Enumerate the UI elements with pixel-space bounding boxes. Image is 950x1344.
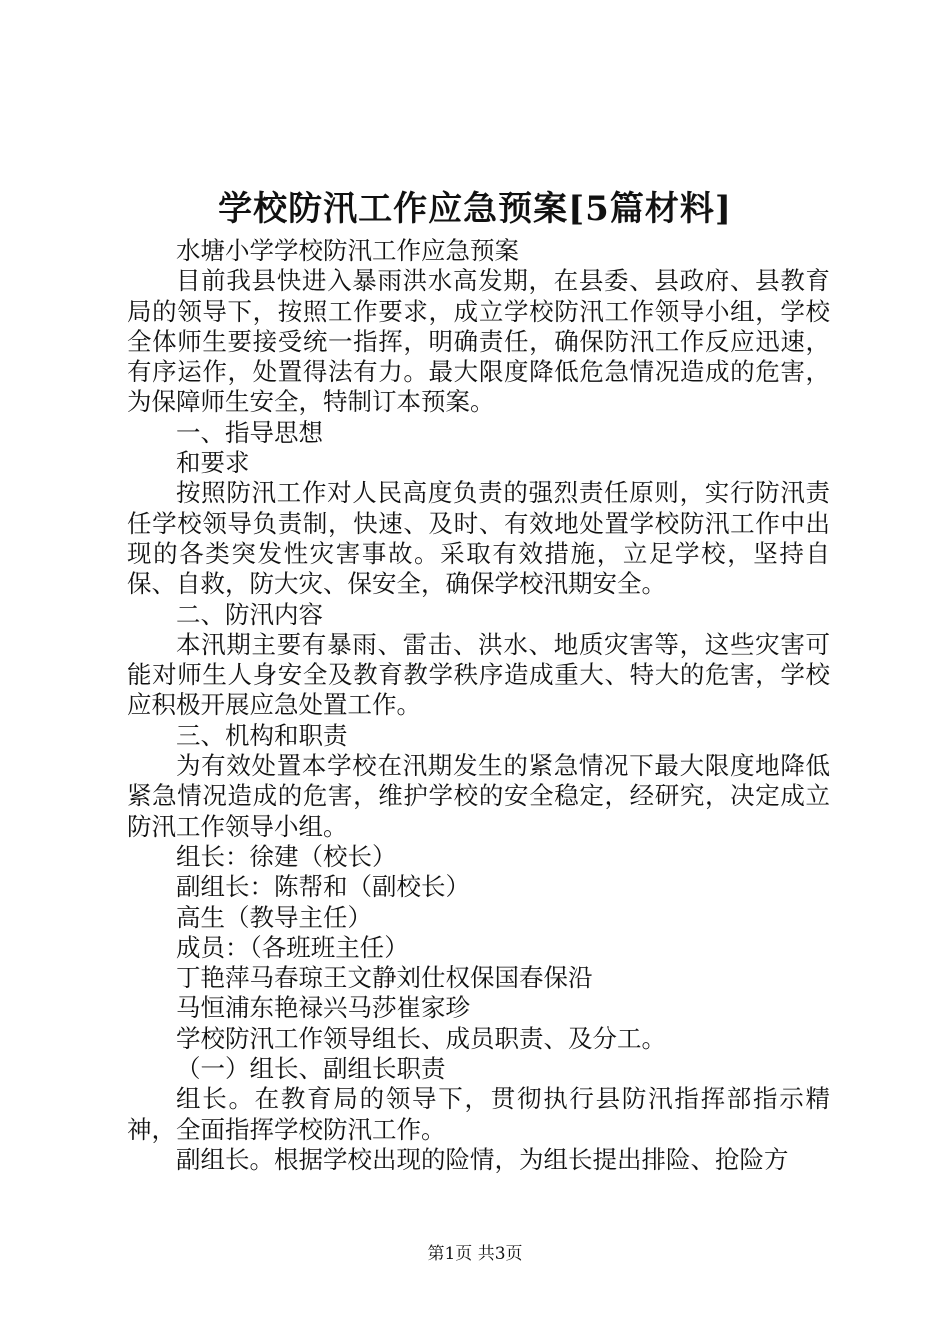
section-heading-requirements: 和要求 [176,448,250,478]
paragraph-hazards: 本汛期主要有暴雨、雷击、洪水、地质灾害等，这些灾害可能对师生人身安全及教育教学秩序造成重大、特大的危害，学校应积极开展应急处置工作。 [127,629,830,720]
document-body [127,236,830,1175]
paragraph-leader-duty: 组长。在教育局的领导下，贯彻执行县防汛指挥部指示精神，全面指挥学校防汛工作。 [127,1084,830,1144]
document-title: 学校防汛工作应急预案[5篇材料] [218,189,732,229]
paragraph-duties-intro: 学校防汛工作领导组长、成员职责、及分工。 [176,1023,666,1053]
list-item-deputy-leader-2: 高生（教导主任） [176,902,372,932]
list-item-member-names-1: 丁艳萍马春琼王文静刘仕权保国春保沿 [176,963,593,993]
page-footer: 第1页 共3页 [427,1244,523,1264]
section-heading-organization: 三、机构和职责 [176,720,348,750]
list-item-members: 成员：（各班班主任） [176,932,409,962]
list-item-member-names-2: 马恒浦东艳禄兴马莎崔家珍 [176,993,470,1023]
paragraph-deputy-leader-duty: 副组长。根据学校出现的险情，为组长提出排险、抢险方 [176,1144,789,1174]
section-heading-flood-content: 二、防汛内容 [176,599,323,629]
subsection-heading-leader-duties: （一）组长、副组长职责 [176,1054,446,1084]
paragraph-organization: 为有效处置本学校在汛期发生的紧急情况下最大限度地降低紧急情况造成的危害，维护学校的安全稳定，经研究，决定成立防汛工作领导小组。 [127,751,830,841]
list-item-deputy-leader: 副组长：陈帮和（副校长） [176,872,470,902]
paragraph-subtitle: 水塘小学学校防汛工作应急预案 [176,236,519,265]
paragraph-principles: 按照防汛工作对人民高度负责的强烈责任原则，实行防汛责任学校领导负责制，快速、及时、有效地处置学校防汛工作中出现的各类突发性灾害事故。采取有效措施，立足学校，坚持自保、自救，防大灾、保安全，确保学校汛期安全。 [127,478,830,599]
list-item-leader: 组长：徐建（校长） [176,841,397,871]
paragraph-intro: 目前我县快进入暴雨洪水高发期，在县委、县政府、县教育局的领导下，按照工作要求，成立学校防汛工作领导小组，学校全体师生要接受统一指挥，明确责任，确保防汛工作反应迅速，有序运作，处置得法有力。最大限度降低危急情况造成的危害，为保障师生安全，特制订本预案。 [127,266,830,417]
section-heading-guiding-thought: 一、指导思想 [176,417,323,447]
